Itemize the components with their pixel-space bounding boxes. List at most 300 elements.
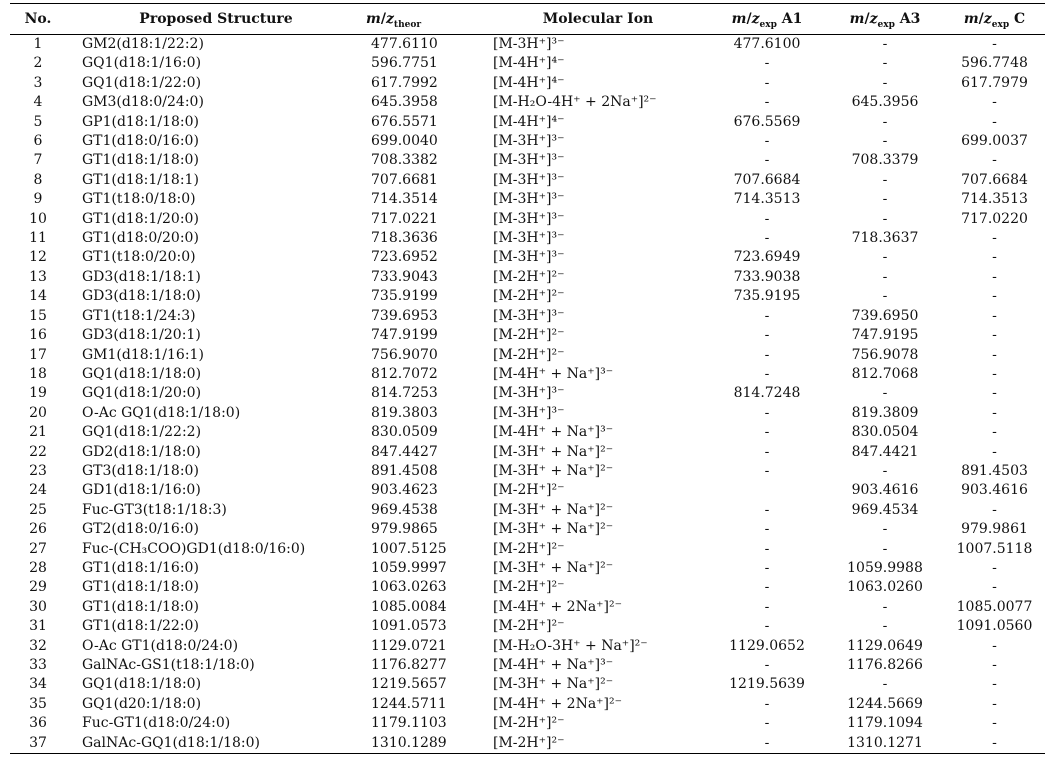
mz-exp-a1: - (764, 307, 770, 324)
mz-theor: 1310.1289 (366, 734, 488, 754)
proposed-structure: GM3(d18:0/24:0) (82, 94, 204, 111)
row-number: 36 (29, 715, 47, 732)
mz-exp-a1: 723.6949 (733, 249, 801, 266)
mz-exp-a1: 707.6684 (733, 171, 801, 188)
mz-theor: 1085.0084 (371, 598, 447, 615)
table-row (10, 113, 1045, 132)
row-number: 20 (29, 404, 47, 421)
proposed-structure: GQ1(d18:1/20:0) (82, 385, 202, 402)
table-row (10, 54, 1045, 73)
proposed-structure: GT1(d18:1/18:0) (82, 152, 199, 169)
proposed-structure: GQ1(d18:1/22:2) (82, 424, 202, 441)
mz-exp-c: - (992, 501, 997, 518)
mz-exp-a3: 903.4616 (851, 482, 919, 499)
mz-theor: 747.9199 (371, 327, 438, 344)
mz-exp-a3: 645.3956 (851, 94, 919, 111)
mz-theor: 891.4508 (371, 462, 438, 479)
mz-exp-a1: 733.9038 (733, 268, 801, 285)
proposed-structure: GQ1(d18:1/18:0) (82, 365, 202, 382)
molecular-ion: [M-3H⁺ + Na⁺]²⁻ (493, 462, 614, 479)
mz-exp-a3: 812.7068 (851, 365, 919, 382)
table-row (10, 656, 1045, 675)
molecular-ion: [M-2H⁺]²⁻ (493, 482, 565, 499)
mz-exp-a3: - (882, 385, 888, 402)
molecular-ion: [M-3H⁺ + Na⁺]²⁻ (493, 559, 614, 576)
mz-exp-a1: 814.7248 (733, 385, 801, 402)
mz-exp-c: - (992, 327, 997, 344)
molecular-ion: [M-2H⁺]²⁻ (488, 734, 708, 754)
proposed-structure: GQ1(d18:1/16:0) (82, 55, 202, 72)
molecular-ion: [M-4H⁺ + Na⁺]³⁻ (493, 365, 614, 382)
proposed-structure: GD1(d18:1/16:0) (82, 482, 201, 499)
mz-exp-a1: - (764, 443, 770, 460)
mz-theor: 1059.9997 (371, 559, 447, 576)
mz-exp-c: - (992, 365, 997, 382)
header-structure: Proposed Structure (66, 4, 366, 35)
mz-exp-a3: 756.9078 (851, 346, 919, 363)
mz-exp-a1: - (764, 618, 770, 635)
mz-exp-a3: 847.4421 (851, 443, 919, 460)
table-row (10, 404, 1045, 423)
mz-exp-a1: - (764, 521, 770, 538)
row-number: 6 (33, 133, 43, 150)
molecular-ion: [M-3H⁺ + Na⁺]²⁻ (493, 521, 614, 538)
row-number: 8 (33, 171, 43, 188)
mz-exp-a3: - (882, 462, 888, 479)
molecular-ion: [M-3H⁺]³⁻ (493, 249, 565, 266)
table-row (10, 734, 1045, 754)
molecular-ion: [M-3H⁺ + Na⁺]²⁻ (493, 676, 614, 693)
mz-exp-a3: 830.0504 (851, 424, 919, 441)
mz-exp-a3: 969.4534 (851, 501, 919, 518)
mz-exp-a1: - (764, 695, 770, 712)
proposed-structure: GT1(d18:1/18:1) (82, 171, 199, 188)
row-number: 4 (33, 94, 43, 111)
proposed-structure: GT3(d18:1/18:0) (82, 462, 199, 479)
mz-exp-a3: - (882, 191, 888, 208)
mz-exp-a3: 1244.5669 (847, 695, 923, 712)
table-row (10, 74, 1045, 93)
mz-theor: 847.4427 (371, 443, 438, 460)
molecular-ion: [M-3H⁺]³⁻ (493, 404, 565, 421)
mz-theor: 708.3382 (371, 152, 438, 169)
proposed-structure: GM2(d18:1/22:2) (82, 36, 204, 52)
mz-exp-a1: - (764, 346, 770, 363)
table-row (10, 501, 1045, 520)
row-number: 1 (33, 36, 43, 52)
mz-theor: 1244.5711 (371, 695, 447, 712)
header-row (10, 4, 1045, 35)
mz-exp-c: - (992, 559, 997, 576)
table-row (10, 346, 1045, 365)
proposed-structure: GM1(d18:1/16:1) (82, 346, 204, 363)
mz-exp-c: - (992, 113, 997, 130)
row-number: 37 (10, 734, 66, 754)
molecular-ion: [M-4H⁺]⁴⁻ (493, 55, 565, 72)
molecular-ion: [M-2H⁺]²⁻ (493, 715, 565, 732)
mz-exp-a3: 718.3637 (851, 230, 919, 247)
table-row (10, 443, 1045, 462)
proposed-structure: GT1(d18:1/16:0) (82, 559, 199, 576)
mz-exp-c: 596.7748 (961, 55, 1028, 72)
molecular-ion: [M-H₂O-3H⁺ + Na⁺]²⁻ (493, 637, 648, 654)
molecular-ion: [M-4H⁺]⁴⁻ (493, 74, 565, 91)
ganglioside-table (10, 3, 1045, 754)
proposed-structure: GT1(d18:1/22:0) (82, 618, 199, 635)
row-number: 32 (29, 637, 47, 654)
mz-theor: 1007.5125 (371, 540, 447, 557)
mz-theor: 477.6110 (371, 36, 438, 52)
row-number: 2 (33, 55, 43, 72)
mz-exp-c: - (992, 230, 997, 247)
table-row (10, 248, 1045, 267)
table-row (10, 365, 1045, 384)
molecular-ion: [M-2H⁺]²⁻ (493, 540, 565, 557)
molecular-ion: [M-4H⁺ + 2Na⁺]²⁻ (493, 695, 623, 712)
molecular-ion: [M-4H⁺ + Na⁺]³⁻ (493, 424, 614, 441)
mz-exp-a1: 714.3513 (733, 191, 801, 208)
mz-exp-c: - (944, 734, 1045, 754)
proposed-structure: GalNAc-GS1(t18:1/18:0) (82, 657, 255, 673)
mz-theor: 1179.1103 (371, 715, 447, 732)
mz-exp-a1: - (764, 327, 770, 344)
table-row (10, 151, 1045, 170)
molecular-ion: [M-4H⁺]⁴⁻ (493, 113, 565, 130)
mz-theor: 1176.8277 (371, 657, 447, 673)
mz-exp-a1: - (764, 540, 770, 557)
table-row (10, 637, 1045, 656)
row-number: 5 (33, 113, 43, 130)
table-row (10, 35, 1045, 55)
molecular-ion: [M-3H⁺]³⁻ (493, 171, 565, 188)
mz-exp-a3: - (882, 249, 888, 266)
row-number: 3 (33, 74, 43, 91)
mz-exp-c: 903.4616 (961, 482, 1028, 499)
proposed-structure: Fuc-GT1(d18:0/24:0) (82, 715, 231, 732)
proposed-structure: GP1(d18:1/18:0) (82, 113, 199, 130)
row-number: 24 (29, 482, 47, 499)
mz-exp-c: 1007.5118 (956, 540, 1033, 557)
table-row (10, 578, 1045, 597)
proposed-structure: GT1(d18:1/20:0) (82, 210, 199, 227)
row-number: 22 (29, 443, 47, 460)
mz-exp-c: 1085.0077 (956, 598, 1033, 615)
molecular-ion: [M-4H⁺ + 2Na⁺]²⁻ (493, 598, 623, 615)
proposed-structure: GQ1(d18:1/18:0) (82, 676, 202, 693)
mz-exp-c: - (992, 346, 997, 363)
table-row (10, 617, 1045, 636)
proposed-structure: GQ1(d18:1/22:0) (82, 74, 202, 91)
mz-theor: 699.0040 (371, 133, 438, 150)
molecular-ion: [M-3H⁺]³⁻ (493, 191, 565, 208)
molecular-ion: [M-3H⁺]³⁻ (493, 307, 565, 324)
mz-theor: 830.0509 (371, 424, 438, 441)
row-number: 10 (29, 210, 47, 227)
molecular-ion: [M-2H⁺]²⁻ (493, 579, 565, 596)
mz-exp-c: - (992, 249, 997, 266)
table-row (10, 598, 1045, 617)
molecular-ion: [M-3H⁺]³⁻ (493, 133, 565, 150)
mz-exp-a3: 1129.0649 (847, 637, 923, 654)
mz-exp-a3: - (882, 36, 888, 52)
mz-exp-a3: 708.3379 (851, 152, 919, 169)
mz-exp-a1: - (764, 579, 770, 596)
proposed-structure: GalNAc-GQ1(d18:1/18:0) (66, 734, 366, 754)
mz-exp-c: - (992, 404, 997, 421)
mz-theor: 645.3958 (371, 94, 438, 111)
mz-exp-a1: - (764, 230, 770, 247)
mz-exp-a1: - (764, 501, 770, 518)
mz-exp-a3: 1179.1094 (847, 715, 923, 732)
table-row (10, 93, 1045, 112)
mz-theor: 733.9043 (371, 268, 438, 285)
table-row (10, 326, 1045, 345)
table-body (10, 35, 1045, 754)
mz-exp-c: 699.0037 (961, 133, 1028, 150)
proposed-structure: GT1(t18:0/20:0) (82, 249, 196, 266)
mz-exp-c: - (992, 579, 997, 596)
mz-exp-a3: - (882, 521, 888, 538)
row-number: 31 (29, 618, 47, 635)
header-mz-exp-a1: $m/z_{exp}$ A1 (708, 4, 826, 35)
mz-exp-a1: - (764, 559, 770, 576)
mz-theor: 819.3803 (371, 404, 438, 421)
mz-theor: 1129.0721 (371, 637, 447, 654)
row-number: 11 (29, 230, 47, 247)
proposed-structure: GT1(d18:1/18:0) (82, 598, 199, 615)
header-no: No. (10, 4, 66, 35)
mz-theor: 812.7072 (371, 365, 438, 382)
table-row (10, 540, 1045, 559)
header-mz-exp-a3: $m/z_{exp}$ A3 (826, 4, 944, 35)
molecular-ion: [M-2H⁺]²⁻ (493, 268, 565, 285)
proposed-structure: GD3(d18:1/18:1) (82, 268, 201, 285)
table-row (10, 171, 1045, 190)
mz-exp-c: 979.9861 (961, 521, 1028, 538)
row-number: 29 (29, 579, 47, 596)
mz-exp-c: 617.7979 (961, 74, 1028, 91)
proposed-structure: GD3(d18:1/20:1) (82, 327, 201, 344)
molecular-ion: [M-2H⁺]²⁻ (493, 618, 565, 635)
row-number: 21 (29, 424, 47, 441)
mz-exp-a1: 735.9195 (733, 288, 801, 305)
mz-exp-a3: 1063.0260 (847, 579, 923, 596)
mz-exp-a3: - (882, 540, 888, 557)
mz-exp-a3: - (882, 74, 888, 91)
mz-theor: 617.7992 (371, 74, 438, 91)
mz-exp-a1: 676.5569 (733, 113, 801, 130)
mz-theor: 723.6952 (371, 249, 438, 266)
mz-theor: 1091.0573 (371, 618, 447, 635)
mz-theor: 717.0221 (371, 210, 438, 227)
table-row (10, 132, 1045, 151)
row-number: 30 (29, 598, 47, 615)
mz-exp-a1: - (764, 94, 770, 111)
mz-exp-c: - (992, 443, 997, 460)
row-number: 19 (29, 385, 47, 402)
mz-exp-a3: - (882, 618, 888, 635)
mz-exp-a1: - (764, 74, 770, 91)
table-row (10, 559, 1045, 578)
header-mz-theor: $m/z_{theor}$ (366, 4, 488, 35)
mz-exp-c: 891.4503 (961, 462, 1028, 479)
mz-exp-a3: - (882, 676, 888, 693)
proposed-structure: O-Ac GQ1(d18:1/18:0) (82, 404, 241, 421)
mz-exp-a3: 1310.1271 (826, 734, 944, 754)
mz-theor: 979.9865 (371, 521, 438, 538)
row-number: 26 (29, 521, 47, 538)
mz-exp-a3: - (882, 268, 888, 285)
mz-theor: 596.7751 (371, 55, 438, 72)
header-molecular-ion: Molecular Ion (488, 4, 708, 35)
mz-exp-a3: - (882, 210, 888, 227)
mz-exp-c: - (992, 385, 997, 402)
mz-exp-c: 717.0220 (961, 210, 1028, 227)
mz-exp-a1 (708, 481, 826, 500)
mz-exp-c: - (992, 424, 997, 441)
molecular-ion: [M-3H⁺]³⁻ (493, 210, 565, 227)
table-row (10, 190, 1045, 209)
mz-exp-a1: 1129.0652 (729, 637, 805, 654)
mz-exp-a1: - (764, 598, 770, 615)
mz-exp-a1: - (764, 462, 770, 479)
molecular-ion: [M-3H⁺ + Na⁺]²⁻ (493, 443, 614, 460)
table-row (10, 481, 1045, 500)
mz-exp-a1: - (708, 734, 826, 754)
mz-theor: 676.5571 (371, 113, 438, 130)
molecular-ion: [M-3H⁺]³⁻ (493, 230, 565, 247)
header-mz-exp-c: $m/z_{exp}$ C (944, 4, 1045, 35)
mz-exp-c: - (992, 676, 997, 693)
mz-exp-a3: 739.6950 (851, 307, 919, 324)
molecular-ion: [M-2H⁺]²⁻ (493, 327, 565, 344)
mz-theor: 969.4538 (371, 501, 438, 518)
row-number: 14 (29, 288, 47, 305)
mz-exp-c: - (992, 36, 997, 52)
mz-exp-c: - (992, 715, 997, 732)
row-number: 23 (29, 462, 47, 479)
molecular-ion: [M-2H⁺]²⁻ (493, 288, 565, 305)
mz-exp-a1: - (764, 365, 770, 382)
mz-theor: 814.7253 (371, 385, 438, 402)
molecular-ion: [M-3H⁺]³⁻ (493, 36, 565, 52)
mz-exp-a1: - (764, 210, 770, 227)
proposed-structure: GT1(d18:0/16:0) (82, 133, 199, 150)
mz-exp-c: 714.3513 (961, 191, 1028, 208)
row-number: 35 (29, 695, 47, 712)
row-number: 33 (29, 657, 47, 673)
mz-exp-a3: 819.3809 (851, 404, 919, 421)
mz-theor: 707.6681 (371, 171, 438, 188)
table-row (10, 714, 1045, 733)
proposed-structure: GD2(d18:1/18:0) (82, 443, 201, 460)
molecular-ion: [M-4H⁺ + Na⁺]³⁻ (493, 657, 614, 673)
row-number: 17 (29, 346, 47, 363)
row-number: 13 (29, 268, 47, 285)
table-row (10, 287, 1045, 306)
row-number: 27 (29, 540, 47, 557)
proposed-structure: GT1(d18:0/20:0) (82, 230, 199, 247)
mz-exp-a3: - (882, 171, 888, 188)
proposed-structure: GT1(t18:1/24:3) (82, 307, 196, 324)
table-row (10, 675, 1045, 694)
mz-exp-c: - (992, 152, 997, 169)
table-row (10, 423, 1045, 442)
mz-exp-a1: - (764, 133, 770, 150)
proposed-structure: GD3(d18:1/18:0) (82, 288, 201, 305)
mz-exp-c: 707.6684 (961, 171, 1028, 188)
row-number: 28 (29, 559, 47, 576)
mz-exp-a1: - (764, 424, 770, 441)
molecular-ion: [M-3H⁺]³⁻ (493, 152, 565, 169)
mz-exp-a3: - (882, 133, 888, 150)
row-number: 25 (29, 501, 47, 518)
mz-exp-a3: - (882, 598, 888, 615)
mz-theor: 1219.5657 (371, 676, 447, 693)
table-row (10, 268, 1045, 287)
mz-exp-a3: 1176.8266 (847, 657, 923, 673)
mz-exp-a3: 1059.9988 (847, 559, 923, 576)
proposed-structure: GQ1(d20:1/18:0) (82, 695, 202, 712)
table-row (10, 520, 1045, 539)
proposed-structure: GT2(d18:0/16:0) (82, 521, 199, 538)
mz-theor: 739.6953 (371, 307, 438, 324)
mz-exp-a1: 1219.5639 (729, 676, 805, 693)
mz-exp-a3: 747.9195 (851, 327, 919, 344)
mz-exp-c: - (992, 307, 997, 324)
mz-theor: 756.9070 (371, 346, 438, 363)
row-number: 18 (29, 365, 47, 382)
proposed-structure: Fuc-(CH₃COO)GD1(d18:0/16:0) (82, 540, 306, 557)
mz-theor: 735.9199 (371, 288, 438, 305)
mz-exp-c: - (992, 695, 997, 712)
table-row (10, 384, 1045, 403)
mz-exp-c: - (992, 268, 997, 285)
table-row (10, 462, 1045, 481)
row-number: 9 (33, 191, 43, 208)
mz-theor: 714.3514 (371, 191, 438, 208)
row-number: 34 (29, 676, 47, 693)
mz-exp-c: - (992, 637, 997, 654)
mz-exp-c: - (992, 94, 997, 111)
row-number: 15 (29, 307, 47, 324)
molecular-ion: [M-H₂O-4H⁺ + 2Na⁺]²⁻ (493, 94, 657, 111)
molecular-ion: [M-3H⁺]³⁻ (493, 385, 565, 402)
proposed-structure: Fuc-GT3(t18:1/18:3) (82, 501, 227, 518)
table-row (10, 229, 1045, 248)
mz-exp-a1: - (764, 55, 770, 72)
row-number: 7 (33, 152, 43, 169)
mz-exp-a1: - (764, 404, 770, 421)
proposed-structure: O-Ac GT1(d18:0/24:0) (82, 637, 239, 654)
row-number: 12 (29, 249, 47, 266)
table-row (10, 307, 1045, 326)
mz-theor: 1063.0263 (371, 579, 447, 596)
molecular-ion: [M-2H⁺]²⁻ (493, 346, 565, 363)
mz-exp-c: - (992, 657, 997, 673)
mz-exp-a3: - (882, 288, 888, 305)
table-row (10, 210, 1045, 229)
mz-exp-a1: 477.6100 (733, 36, 801, 52)
mz-theor: 718.3636 (371, 230, 438, 247)
molecular-ion: [M-3H⁺ + Na⁺]²⁻ (493, 501, 614, 518)
mz-exp-a3: - (882, 55, 888, 72)
mz-exp-a3: - (882, 113, 888, 130)
row-number: 16 (29, 327, 47, 344)
mz-exp-a1: - (764, 657, 770, 673)
mz-theor: 903.4623 (371, 482, 438, 499)
mz-exp-c: - (992, 288, 997, 305)
